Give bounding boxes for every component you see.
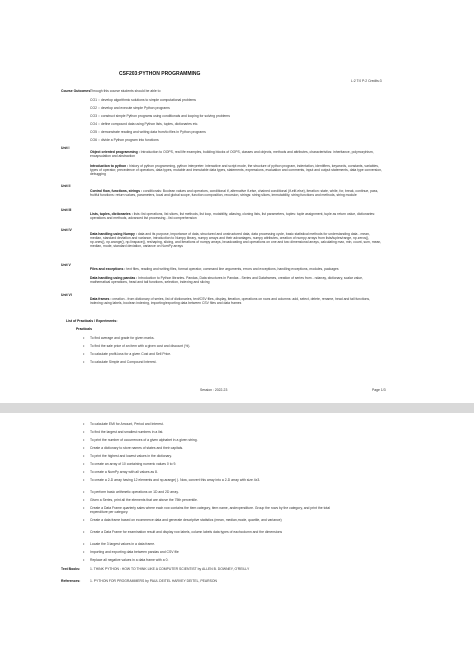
text-books-label: Text Books: [61,567,81,571]
practical-item: • Importing and exporting data between pandas and CSV file [90,550,179,554]
outcome-text: develop and execute simple Python programs [101,106,170,110]
page-separator [0,403,474,413]
unit-topic-heading: Data handling using Numpy : [90,232,137,236]
text-book-entry: 1. THINK PYTHON : HOW TO THINK LIKE A COMPUTER SCIENTIST by ALLEN B. DOWNEY, O'REILLY [90,567,250,571]
unit-paragraph [90,297,382,305]
outcome-text: construct simple Python programs using conditionals and looping for solving problems [101,114,230,118]
practicals-label: Practicals [76,327,93,331]
unit-label: Unit II [61,184,71,188]
practical-item: • To find the sale price of an item with a given cost and discount (%). [90,344,190,348]
practical-item: • To calculate profit-loss for a given Cost and Sell Price. [90,352,171,356]
unit-paragraph [90,267,382,271]
unit-topic-heading: Data frames : [90,297,112,301]
document-page-2 [0,413,474,670]
unit-paragraph [90,189,382,197]
outcome-code: CO5 :: [90,130,100,134]
unit-topic-heading: Object oriented programming : [90,150,140,154]
practical-item: • To create an array of 10 containing numeric values 0 to 9. [90,462,176,466]
unit-paragraph [90,164,382,176]
outcome-text: develop algorithmic solutions to simple computational problems [101,98,196,102]
unit-topic-text: Introduction to Python libraries- Pandas, Data structures in Pandas - Series and Dataframes, creation of series from - ndarray, dictionary, scalar value, mathematical operations, head and tail functions, selection, indexing and slicing [90,276,363,284]
unit-paragraph [90,232,382,248]
unit-topic-heading: Introduction to python : [90,164,129,168]
practical-item: • To print the number of occurrences of a given alphabet in a given string. [90,438,198,442]
unit-topic-heading: Control flow, functions, strings : [90,189,143,193]
practical-item: • Replace all negative values in a data frame with a 0. [90,558,168,562]
practical-item: • Locate the 3 largest values in a data frame. [90,542,155,546]
unit-paragraph [90,150,382,158]
unit-topic-heading: Lists, tuples, dictionaries : [90,212,133,216]
unit-topic-text: text files, reading and writing files, format operator, command line arguments, errors and exceptions, handling exceptions, modules, packages [125,267,339,271]
unit-topic-text: creation - from dictionary of series, list of dictionaries, text/CSV files, display, iteration, operations on rows and columns: add, select, delete, rename, head and tail functions, indexing using labels, boolean indexing, importing/exporting data between CSV files and data frames [90,297,370,305]
unit-topic-text: data and its purpose, importance of data, structured and unstructured data, data processing cycle, basic statistical methods for understanding data - mean, median, standard deviation and variance, introduction to Numpy library, numpy arrays and their advantages, numpy attributes, creation of numpy arrays from lists/tuples/range, np.zeros(), np.ones(), np.arange(), np.linspace(), reshaping, slicing, and iterations of numpy arrays, broadcasting and operations on one and two dimensional arrays, calculating max, min, count, sum, mean, median, mode, standard deviation, variance on NumPy arrays [90,232,382,248]
outcome-code: CO3 :: [90,114,100,118]
practical-item: • To perform basic arithmetic operations on 1D and 2D array. [90,490,179,494]
practical-item: • To calculate EMI for Amount, Period and Interest. [90,422,164,426]
unit-label: Unit III [61,208,72,212]
course-outcomes-intro: Through this course students should be able to [90,89,161,93]
unit-label: Unit IV [61,228,72,232]
unit-paragraph [90,276,382,284]
outcome-text: demonstrate reading and writing data from/to files in Python programs [101,130,206,134]
outcome-code: CO4 :: [90,122,100,126]
unit-topic-heading: Files and exceptions : [90,267,126,271]
ltp-credits: L:2 T:0 P:2 Credits:3 [351,79,382,83]
course-title: CSF203:PYTHON PROGRAMMING [119,71,201,77]
practical-item: • Create a Data Frame quarterly sales where each row contains the item category, item name, andexpenditure. Group the rows by the category, and print the total expenditure per category. [90,506,335,514]
practical-item: • To calculate Simple and Compound Interest. [90,360,157,364]
practical-item: • To find the largest and smallest numbers in a list. [90,430,163,434]
unit-label: Unit V [61,263,71,267]
unit-topic-text: Introduction to OOPS, real life examples, building blocks of OOPS, classes and objects, methods and attributes, characteristics: inheritance, polymorphism, encapsulation and abstraction [90,150,374,158]
outcome-code: CO6 :: [90,138,100,142]
unit-topic-heading: Data handling using pandas : [90,276,138,280]
outcome-code: CO1 :: [90,98,100,102]
reference-entry: 1. PYTHON FOR PROGRAMMERS by PAUL DEITEL HARVEY DEITEL, PEARSON [90,579,217,583]
footer-page-number: Page 1/3 [372,388,386,392]
practical-item: • Create a dictionary to store names of states and their capitals. [90,446,183,450]
outcome-text: divide a Python program into functions [101,138,159,142]
practical-item: • Create a data frame based on ecommerce data and generate descriptive statistics (mean, median,mode, quartile, and variance) [90,518,335,522]
practical-item: • Given a Series, print all the elements that are above the 75th percentile. [90,498,198,502]
unit-paragraph [90,212,382,220]
practical-item: • To create a NumPy array with all values as 8. [90,470,158,474]
course-outcomes-label: Course Outcomes: [61,89,92,93]
unit-topic-text: lists: list operations, list slices, list methods, list loop, mutability, aliasing, cloning lists, list parameters, tuples: tuple assignment, tuple as return value, dictionaries: operations and methods, advanced list processing - list comprehension [90,212,376,220]
practical-item: • Create a Data Frame for examination result and display row labels, column labels data types of eachcolumn and the dimensions [90,530,335,534]
unit-topic-text: history of python programming, python interpreter: interactive and script mode, the structure of python program, indentation, identifiers, keywords, constants, variables, types of operator, precedence of operators, data types, mutable and immutable data types, statements, expressions, evaluation and comments, input and output statements, data type conversion, debugging [90,164,382,176]
unit-label: Unit VI [61,293,72,297]
footer-session: Session : 2022-23 [200,388,228,392]
practicals-heading: List of Practicals / Experiments: [66,319,118,323]
practical-item: • To find average and grade for given marks. [90,336,154,340]
unit-label: Unit I [61,146,70,150]
outcome-code: CO2 :: [90,106,100,110]
outcome-text: define compound data using Python lists, tuples, dictionaries etc. [101,122,199,126]
unit-topic-text: conditionals: Boolean values and operators, conditional if, alternative if-else, chained conditional (if-elif-else), iteration: state, while, for, break, continue, pass, fruitful functions: return values, parameters, local and global scope, function composition, recursion, strings: string slices, immutability, string functions and methods, string module [90,189,379,197]
references-label: References: [61,579,81,583]
practical-item: • To create a 2-D array having 12 elements and np.arange( ). Now, convert this array into a 2-D array with size 4x3. [90,478,330,482]
practical-item: • To print the highest and lowest values in the dictionary. [90,454,172,458]
